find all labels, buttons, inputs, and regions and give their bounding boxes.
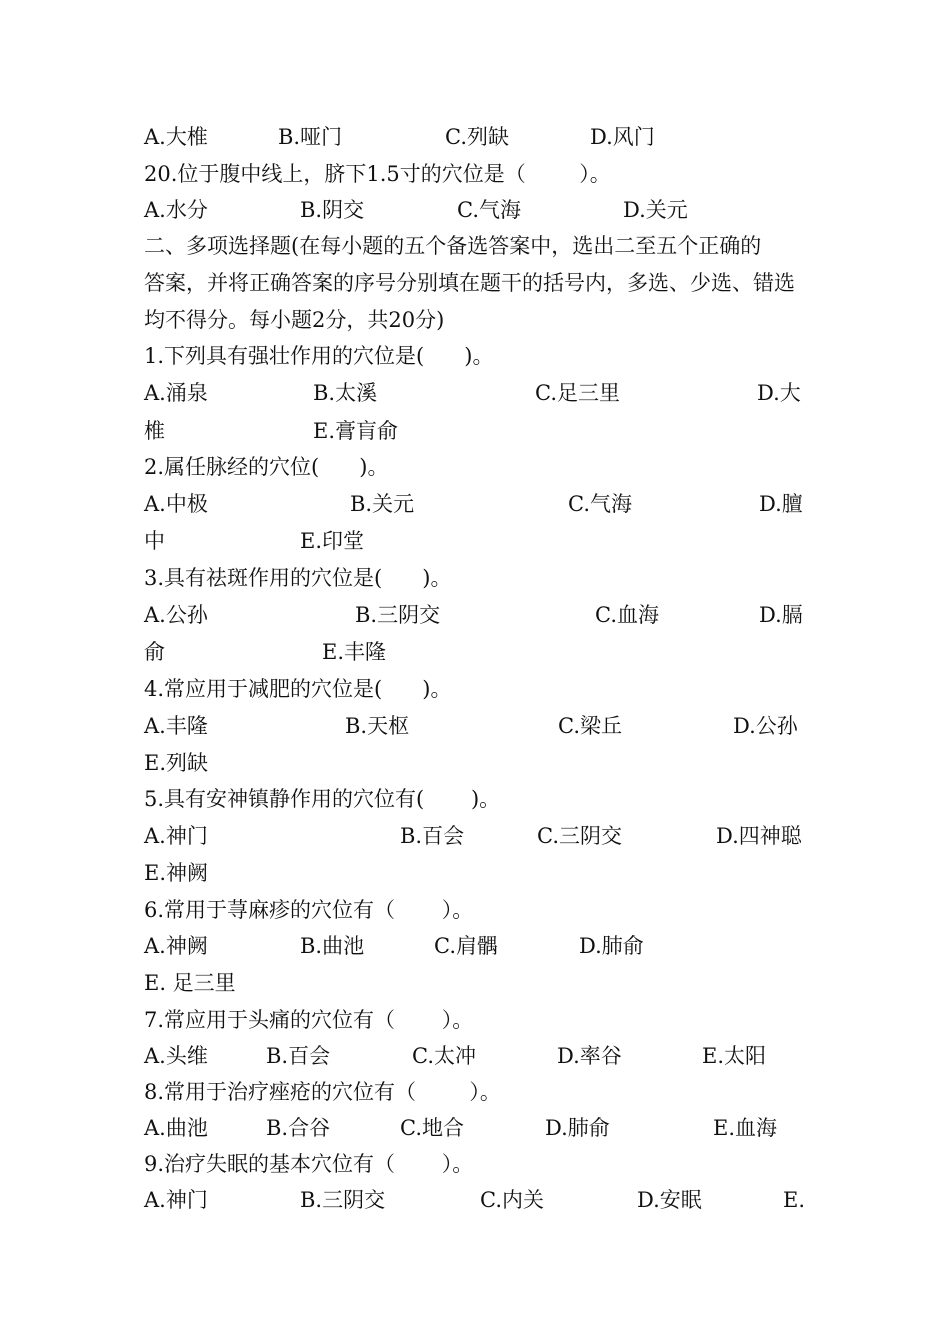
option-b: B.哑门 [278,125,343,149]
section-heading-line-3: 均不得分。每小题2分，共20分) [144,308,445,332]
option-c: C.气海 [568,492,632,516]
option-a: A.丰隆 [144,714,208,738]
option-b: B.天枢 [345,714,410,738]
question-3: 3.具有祛斑作用的穴位是( )。 [144,566,452,590]
option-e: E.太阳 [702,1044,767,1068]
option-d: D.大 [757,381,801,405]
question-6: 6.常用于荨麻疹的穴位有（ ）。 [144,898,474,922]
question-8: 8.常用于治疗痤疮的穴位有（ ）。 [144,1080,501,1104]
option-c: C.肩髃 [434,934,498,958]
option-d: D.四神聪 [716,824,802,848]
option-b: B.曲池 [300,934,365,958]
option-a: A.曲池 [144,1116,208,1140]
option-e: E. 足三里 [144,971,236,995]
option-d: D.关元 [623,198,688,222]
option-b: B.三阴交 [355,603,441,627]
section-heading-line-2: 答案，并将正确答案的序号分别填在题干的括号内，多选、少选、错选 [144,271,795,295]
option-b: B.关元 [350,492,415,516]
option-d: D.率谷 [557,1044,622,1068]
option-b: B.阴交 [300,198,365,222]
option-a: A.涌泉 [144,381,208,405]
question-5: 5.具有安神镇静作用的穴位有( )。 [144,787,501,811]
option-a: A.水分 [144,198,208,222]
option-c: C.梁丘 [558,714,622,738]
option-c: C.列缺 [445,125,509,149]
option-a: A.中极 [144,492,208,516]
option-a: A.大椎 [144,125,208,149]
option-b: B.三阴交 [300,1188,386,1212]
option-e: E.神阙 [144,861,209,885]
option-c: C.足三里 [535,381,620,405]
option-c: C.内关 [480,1188,544,1212]
option-d-wrap: 椎 [144,419,165,443]
question-9: 9.治疗失眠的基本穴位有（ ）。 [144,1152,474,1176]
option-c: C.太冲 [412,1044,476,1068]
option-b: B.百会 [400,824,465,848]
option-a: A.神门 [144,824,208,848]
option-d-wrap: 中 [144,529,165,553]
question-20: 20.位于腹中线上，脐下1.5寸的穴位是（ ）。 [144,162,611,186]
option-e: E.膏肓俞 [313,419,399,443]
option-d: D.膈 [759,603,803,627]
option-e: E.血海 [713,1116,778,1140]
option-d: D.肺俞 [579,934,644,958]
option-d: D.公孙 [733,714,798,738]
option-d-wrap: 俞 [144,640,165,664]
option-e: E.列缺 [144,751,209,775]
option-d: D.膻 [759,492,803,516]
option-c: C.血海 [595,603,659,627]
option-c: C.三阴交 [537,824,622,848]
option-a: A.神阙 [144,934,208,958]
option-d: D.肺俞 [545,1116,610,1140]
option-d: D.安眠 [637,1188,702,1212]
question-4: 4.常应用于减肥的穴位是( )。 [144,677,452,701]
question-7: 7.常应用于头痛的穴位有（ ）。 [144,1008,474,1032]
option-e: E.丰隆 [322,640,387,664]
section-heading-line-1: 二、多项选择题(在每小题的五个备选答案中，选出二至五个正确的 [144,234,762,258]
option-c: C.地合 [400,1116,464,1140]
question-1: 1.下列具有强壮作用的穴位是( )。 [144,344,494,368]
option-b: B.百会 [266,1044,331,1068]
option-d: D.风门 [590,125,655,149]
option-c: C.气海 [457,198,521,222]
option-a: A.公孙 [144,603,208,627]
option-b: B.合谷 [266,1116,331,1140]
option-b: B.太溪 [313,381,378,405]
option-a: A.头维 [144,1044,208,1068]
option-e: E.印堂 [300,529,365,553]
question-2: 2.属任脉经的穴位( )。 [144,455,389,479]
option-e: E. [783,1188,806,1212]
option-a: A.神门 [144,1188,208,1212]
